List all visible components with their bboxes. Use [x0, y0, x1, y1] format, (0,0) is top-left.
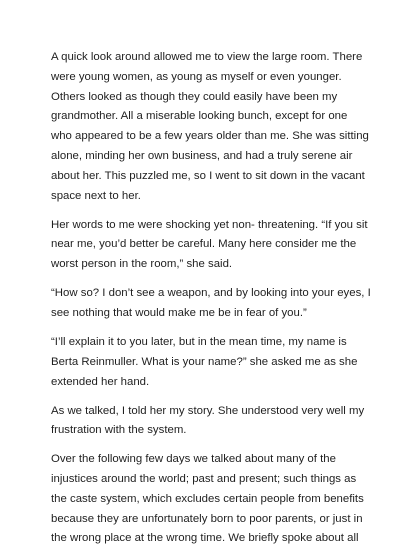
text-line: near me, you’d better be careful. Many here consider me the — [51, 238, 357, 251]
body-text — [51, 48, 371, 558]
text-line: the wrong place at the wrong time. We briefly spoke about all — [51, 532, 359, 545]
text-line: Her words to me were shocking yet non- threatening. “If you sit — [51, 218, 368, 231]
paragraph-1 — [51, 48, 371, 206]
text-line: about her. This puzzled me, so I went to sit down in the vacant — [51, 169, 365, 182]
text-line: grandmother. All a miserable looking bunch, except for one — [51, 110, 348, 123]
paragraph-2 — [51, 216, 371, 275]
paragraph-5 — [51, 402, 371, 442]
text-line: “How so? I don’t see a weapon, and by looking into your eyes, I — [51, 287, 371, 300]
paragraph-6 — [51, 450, 371, 549]
text-line: “I’ll explain it to you later, but in the mean time, my name is — [51, 335, 347, 348]
text-line: worst person in the room,” she said. — [51, 258, 233, 271]
text-line: Over the following few days we talked about many of the — [51, 453, 336, 466]
text-line: extended her hand. — [51, 375, 150, 388]
paragraph-4 — [51, 333, 371, 392]
text-line: Berta Reinmuller. What is your name?” she asked me as she — [51, 355, 358, 368]
text-line: space next to her. — [51, 189, 141, 202]
text-line: A quick look around allowed me to view the large room. There — [51, 51, 363, 63]
text-line: injustices around the world; past and present; such things as — [51, 473, 357, 486]
text-line: see nothing that would make me be in fear of you.” — [51, 306, 307, 319]
paragraph-3 — [51, 284, 371, 324]
text-line: As we talked, I told her my story. She understood very well my — [51, 404, 365, 417]
text-line: the caste system, which excludes certain people from benefits — [51, 492, 364, 505]
text-line: were young women, as young as myself or even younger. — [51, 70, 342, 83]
text-line: who appeared to be a few years older than me. She was sitting — [51, 130, 369, 143]
text-line: because they are unfortunately born to poor parents, or just in — [51, 512, 363, 525]
text-line: Others looked as though they could easily have been my — [51, 90, 338, 103]
text-line: frustration with the system. — [51, 424, 187, 437]
text-line: alone, minding her own business, and had a truly serene air — [51, 149, 353, 162]
